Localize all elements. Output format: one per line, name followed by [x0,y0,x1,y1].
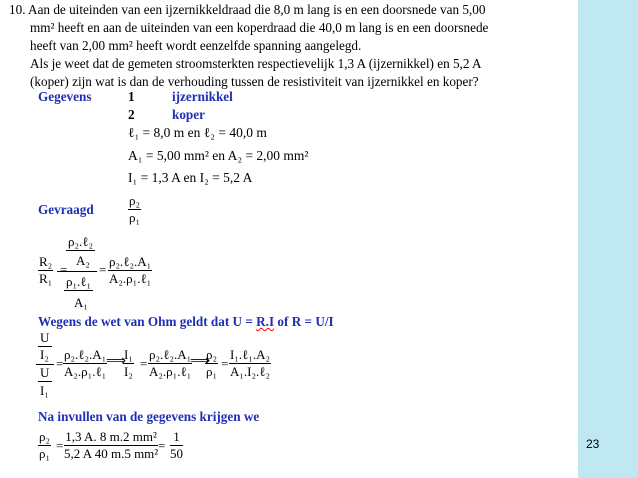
r-num: R₂ [39,254,53,269]
ratio-u-bot: U [40,365,50,380]
ratio-f3-num: ρ₂.ℓ₂.A₁ [149,347,192,362]
ratio-i2: I₂ [40,347,49,362]
ratio-f5 [229,347,271,380]
asked-fraction [128,193,141,226]
fill-mid [64,429,158,462]
ratio-f1-num: ρ₂.ℓ₂.A₁ [64,347,107,362]
fill-text: Na invullen van de gegevens krijgen we [38,409,260,424]
given-label: Gegevens [38,89,92,104]
fill-result [170,429,183,462]
result-num: ρ₂.ℓ₂.A₁ [109,254,152,269]
question-line-5: (koper) zijn wat is dan de verhouding tussen de resistiviteit van ijzernikkel en koper? [30,74,479,89]
ratio-f5-den: A₁.I₂.ℓ₂ [230,364,271,379]
fill-result-num: 1 [170,429,183,446]
fill-result-den: 50 [170,446,183,461]
ratio-i1: I₁ [40,383,49,398]
equals-6: = [56,438,64,453]
asked-den: ρ₁ [129,210,141,225]
ratio-u-bot-bar [38,381,52,382]
right-sidebar-band [578,0,638,478]
given-areas: A₁ = 5,00 mm² en A₂ = 2,00 mm² [128,148,309,163]
r-den: R₁ [39,271,53,286]
question-line-2: mm² heeft en aan de uiteinden van een koperdraad die 40,0 m lang is en een doorsnede [30,20,489,35]
ratio-f2-den: I₂ [124,364,133,379]
ratio-f2-num: I₁ [124,347,133,362]
ratio-f2 [123,347,134,380]
equals-1: = [60,262,68,277]
given-item-2-name: koper [172,107,205,122]
asked-num: ρ₂ [129,193,141,208]
fill-lhs-num: ρ₂ [39,429,51,444]
question-line-1: 10. Aan de uiteinden van een ijzernikkeldraad die 8,0 m lang is en een doorsnede van 5,00 [9,2,486,17]
big-num-top: ρ₂.ℓ₂ [68,234,94,249]
ratio-u-top: U [40,330,50,345]
ratio-f1 [63,347,107,380]
big-den-bot: A₁ [74,295,88,310]
ratio-f5-num: I₁.ℓ₁.A₂ [230,347,271,362]
equals-4: = [140,356,148,371]
given-currents: I₁ = 1,3 A en I₂ = 5,2 A [128,170,253,185]
equals-3: = [56,356,64,371]
fill-mid-den: 5,2 A 40 m.5 mm² [64,446,159,461]
ratio-f3-den: A₂.ρ₁.ℓ₁ [149,364,192,379]
given-lengths: ℓ₁ = 8,0 m en ℓ₂ = 40,0 m [128,125,267,140]
equals-2: = [99,262,107,277]
big-fraction-bar [57,271,97,272]
ratio-f4-num: ρ₂ [206,347,218,362]
asked-label: Gevraagd [38,202,94,217]
page-number: 23 [586,437,600,451]
given-item-1-name: ijzernikkel [172,89,233,104]
given-item-2-num: 2 [128,107,135,122]
fill-lhs-den: ρ₁ [39,446,51,461]
result-fraction [108,254,152,287]
ratio-f1-den: A₂.ρ₁.ℓ₁ [64,364,107,379]
equals-7: = [158,438,166,453]
big-den-top: ρ₁.ℓ₁ [66,274,92,289]
implies-arrow-2: ⟹ [190,353,211,369]
big-num-bot: A₂ [76,253,90,268]
ohm-text: Wegens de wet van Ohm geldt dat U = R.I of R = U/I [38,314,334,329]
ratio-f4 [205,347,218,380]
r-ratio [38,254,53,287]
fill-lhs [38,429,51,462]
result-den: A₂.ρ₁.ℓ₁ [109,271,152,286]
fill-mid-num: 1,3 A. 8 m.2 mm² [65,429,157,444]
given-item-1-num: 1 [128,89,135,104]
ratio-f3 [148,347,192,380]
question-line-4: Als je weet dat de gemeten stroomsterkten respectievelijk 1,3 A (ijzernikkel) en 5,2 A [30,56,482,71]
question-line-3: heeft van 2,00 mm² heeft wordt eenzelfde spanning aangelegd. [30,38,362,53]
implies-arrow-1: ⟹ [106,353,127,369]
ratio-f4-den: ρ₁ [206,364,218,379]
equals-5: = [221,356,229,371]
